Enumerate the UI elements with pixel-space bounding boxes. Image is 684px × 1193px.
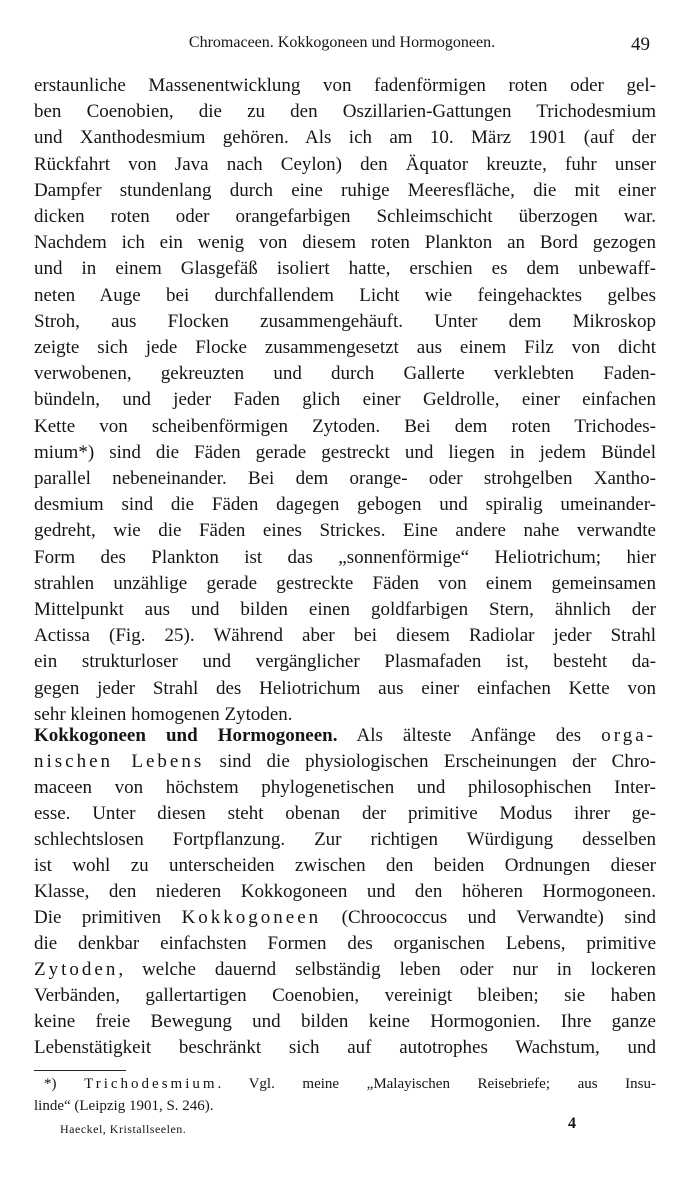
running-head: Chromaceen. Kokkogoneen und Hormogoneen. <box>188 34 496 51</box>
section-text-line-1: maceen von höchstem phylogenetischen und philosophischen Inter- <box>34 777 656 798</box>
text-line-7: Nachdem ich ein wenig von diesem roten Plankton an Bord gezogen <box>34 232 656 254</box>
text-line-15: mium*) sind die Fäden gerade gestreckt und liegen in jedem Bündel <box>34 441 656 463</box>
text-line-14: Kette von scheibenförmigen Zytoden. Bei dem roten Trichodes- <box>34 415 656 437</box>
section-heading: Kokkogoneen und Hormogoneen. <box>34 725 338 746</box>
footnote-rule <box>34 1070 126 1071</box>
text-line-2: ben Coenobien, die zu den Oszillarien-Gattungen Trichodesmium <box>34 101 656 123</box>
section-text-line-4: ist wohl zu unterscheiden zwischen den beiden Ordnungen dieser <box>34 855 656 876</box>
footnote-line-2: linde“ (Leipzig 1901, S. 246). <box>34 1098 214 1114</box>
section-line-9: die denkbar einfachsten Formen des organischen Lebens, primitive <box>34 933 656 954</box>
text-line-3: und Xanthodesmium gehören. Als ich am 10. März 1901 (auf der <box>34 127 656 149</box>
signature-number: 4 <box>568 1115 576 1132</box>
text-line-5: Dampfer stundenlang durch eine ruhige Meeresfläche, die mit einer <box>34 179 656 201</box>
signature-mark: Haeckel, Kristallseelen. <box>60 1122 187 1136</box>
text-line-4: Rückfahrt von Java nach Ceylon) den Äquator kreuzte, fuhr unser <box>34 153 656 175</box>
section-text-line-3: schlechtslosen Fortpflanzung. Zur richtigen Würdigung desselben <box>34 829 656 850</box>
footnote-line-1: *) Trichodesmium. Vgl. meine „Malayischen Reisebriefe; aus Insu- <box>44 1076 656 1092</box>
text-line-18: gedreht, wie die Fäden eines Strickes. Eine andere nahe verwandte <box>34 520 656 542</box>
text-line-22: Actissa (Fig. 25). Während aber bei diesem Radiolar jeder Strahl <box>34 625 656 647</box>
section-line-10: Zytoden, welche dauernd selbständig leben oder nur in lockeren <box>34 959 656 980</box>
text-line-25: sehr kleinen homogenen Zytoden. <box>34 703 293 725</box>
text-line-24: gegen jeder Strahl des Heliotrichum aus einer einfachen Kette von <box>34 677 656 699</box>
text-line-20: strahlen unzählige gerade gestreckte Fäden von einem gemeinsamen <box>34 572 656 594</box>
section-line-8: Die primitiven Kokkogoneen (Chroococcus und Verwandte) sind <box>34 907 657 928</box>
text-line-16: parallel nebeneinander. Bei dem orange- oder strohgelben Xantho- <box>34 468 656 489</box>
text-line-11: zeigte sich jede Flocke zusammengesetzt aus einem Filz von dicht <box>34 337 656 358</box>
text-line-23: ein strukturloser und vergänglicher Plasmafaden ist, besteht da- <box>34 651 656 673</box>
section-tail-line-2: keine freie Bewegung und bilden keine Hormogonien. Ihre ganze <box>34 1011 656 1032</box>
page-number: 49 <box>631 34 650 55</box>
text-line-10: Stroh, aus Flocken zusammengehäuft. Unter dem Mikroskop <box>34 310 656 332</box>
text-line-13: bündeln, und jeder Faden glich einer Geldrolle, einer einfachen <box>34 389 656 411</box>
section-line-1: Kokkogoneen und Hormogoneen. Als älteste Anfänge des orga- <box>34 725 656 746</box>
section-tail-line-1: Verbänden, gallertartigen Coenobien, vereinigt bleiben; sie haben <box>34 985 656 1006</box>
section-text-line-2: esse. Unter diesen steht obenan der primitive Modus ihrer ge- <box>34 803 656 824</box>
text-line-12: verwobenen, gekreuzten und durch Gallerte verklebten Faden- <box>34 363 656 385</box>
text-line-1: erstaunliche Massenentwicklung von fadenförmigen roten oder gel- <box>34 75 656 96</box>
text-line-9: neten Auge bei durchfallendem Licht wie feingehacktes gelbes <box>34 284 656 306</box>
text-line-17: desmium sind die Fäden dagegen gebogen und spiralig umeinander- <box>34 494 656 516</box>
text-line-21: Mittelpunkt aus und bilden einen goldfarbigen Stern, ähnlich der <box>34 599 656 620</box>
text-line-8: und in einem Glasgefäß isoliert hatte, erschien es dem unbewaff- <box>34 258 656 280</box>
section-tail-line-3: Lebenstätigkeit beschränkt sich auf autotrophes Wachstum, und <box>34 1037 656 1058</box>
text-line-6: dicken roten oder orangefarbigen Schleimschicht überzogen war. <box>34 206 656 227</box>
text-line-19: Form des Plankton ist das „sonnenförmige“ Heliotrichum; hier <box>34 546 656 568</box>
section-line-2: nischen Lebens sind die physiologischen Erscheinungen der Chro- <box>34 751 657 772</box>
section-text-line-5: Klasse, den niederen Kokkogoneen und den höheren Hormogoneen. <box>34 881 656 902</box>
page-header <box>34 34 650 58</box>
